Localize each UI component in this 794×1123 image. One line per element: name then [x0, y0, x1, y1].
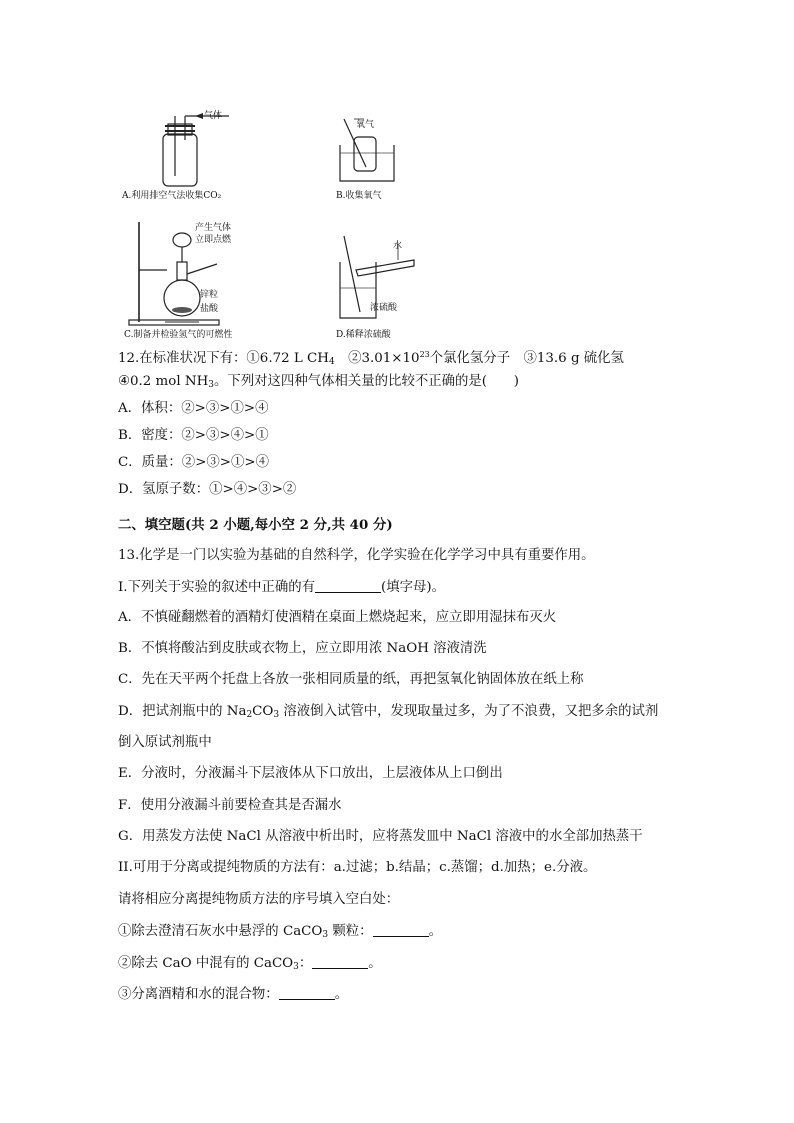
- q12-option-b: B．密度：②>③>④>①: [118, 428, 269, 443]
- q12-option-d: D．氢原子数：①>④>③>②: [118, 482, 297, 497]
- q13-part2-instruction: 请将相应分离提纯物质方法的序号填入空白处：: [118, 892, 400, 907]
- q13-option-b: B．不慎将酸沾到皮肤或衣物上，应立即用浓 NaOH 溶液清洗: [118, 641, 487, 656]
- q13-option-g: G．用蒸发方法使 NaCl 从溶液中析出时，应将蒸发皿中 NaCl 溶液中的水全部加热蒸干: [118, 829, 643, 844]
- section-2-title: 二、填空题(共 2 小题,每小空 2 分,共 40 分): [118, 517, 393, 533]
- figure-c-acid-label: 盐酸: [200, 304, 219, 314]
- figure-d-water-label: 水: [393, 241, 403, 251]
- q13-part2-methods: II.可用于分离或提纯物质的方法有：a.过滤；b.结晶；c.蒸馏；d.加热；e.分液。: [118, 860, 597, 875]
- figure-c-gas-label: 产生气体: [195, 223, 232, 233]
- figure-d-caption: D.稀释浓硫酸: [336, 330, 391, 340]
- q13-option-e: E．分液时，分液漏斗下层液体从下口放出，上层液体从上口倒出: [118, 766, 503, 781]
- figure-a-caption: A.利用排空气法收集CO₂: [122, 191, 222, 201]
- q13-sub3-answer-blank[interactable]: [279, 985, 335, 1000]
- q13-option-c: C．先在天平两个托盘上各放一张相同质量的纸，再把氢氧化钠固体放在纸上称: [118, 672, 584, 687]
- q13-option-d-continued: 倒入原试剂瓶中: [118, 735, 212, 750]
- gas-bottle-illustration: [155, 110, 240, 190]
- figure-a-co2-collection: [155, 110, 240, 190]
- q12-option-c: C．质量：②>③>①>④: [118, 455, 270, 470]
- q12-stem-line1: 12.在标准状况下有：①6.72 L $CH_4$ $②3.01\times 10^{23}$个氯化氢分子 ③13.6 g 硫化氢: [118, 350, 624, 367]
- q13-option-a: A．不慎碰翻燃着的酒精灯使酒精在桌面上燃烧起来，应立即用湿抹布灭火: [118, 610, 557, 625]
- q12-stem-line2: ④0.2 mol $NH_3$。下列对这四种气体相关量的比较不正确的是( ): [118, 374, 520, 390]
- q13-sub2-answer-blank[interactable]: [312, 954, 368, 969]
- figure-c-caption: C.制备并检验氢气的可燃性: [124, 330, 233, 340]
- q13-option-d: D．把试剂瓶中的 $Na_2CO_3$ 溶液倒入试管中，发现取量过多，为了不浪费，又把多余的试剂: [118, 704, 659, 720]
- figure-a-gas-label: 气体: [204, 111, 223, 121]
- figure-c-zinc-label: 锌粒: [200, 290, 219, 300]
- figure-c-ignite-label: 立即点燃: [195, 235, 232, 245]
- q13-part1-answer-blank[interactable]: [315, 578, 381, 593]
- q13-sub1-answer-blank[interactable]: [373, 922, 429, 937]
- figure-d-acid-label: 浓硫酸: [370, 303, 398, 313]
- q13-sub2: ②除去 CaO 中混有的 CaCO$_3$： 。: [118, 956, 382, 972]
- q13-sub1: ①除去澄清石灰水中悬浮的 CaCO$_3$ 颗粒： 。: [118, 924, 442, 940]
- q13-intro: 13.化学是一门以实验为基础的自然科学，化学实验在化学学习中具有重要作用。: [118, 548, 595, 563]
- q13-part1-stem: I.下列关于实验的叙述中正确的有 (填字母)。: [118, 580, 446, 595]
- q12-option-a: A．体积：②>③>①>④: [118, 401, 269, 416]
- figure-b-caption: B.收集氧气: [336, 191, 382, 201]
- q13-sub3: ③分离酒精和水的混合物： 。: [118, 987, 349, 1002]
- q13-option-f: F．使用分液漏斗前要检查其是否漏水: [118, 798, 342, 813]
- figure-b-oxygen-label: 氧气: [356, 120, 375, 130]
